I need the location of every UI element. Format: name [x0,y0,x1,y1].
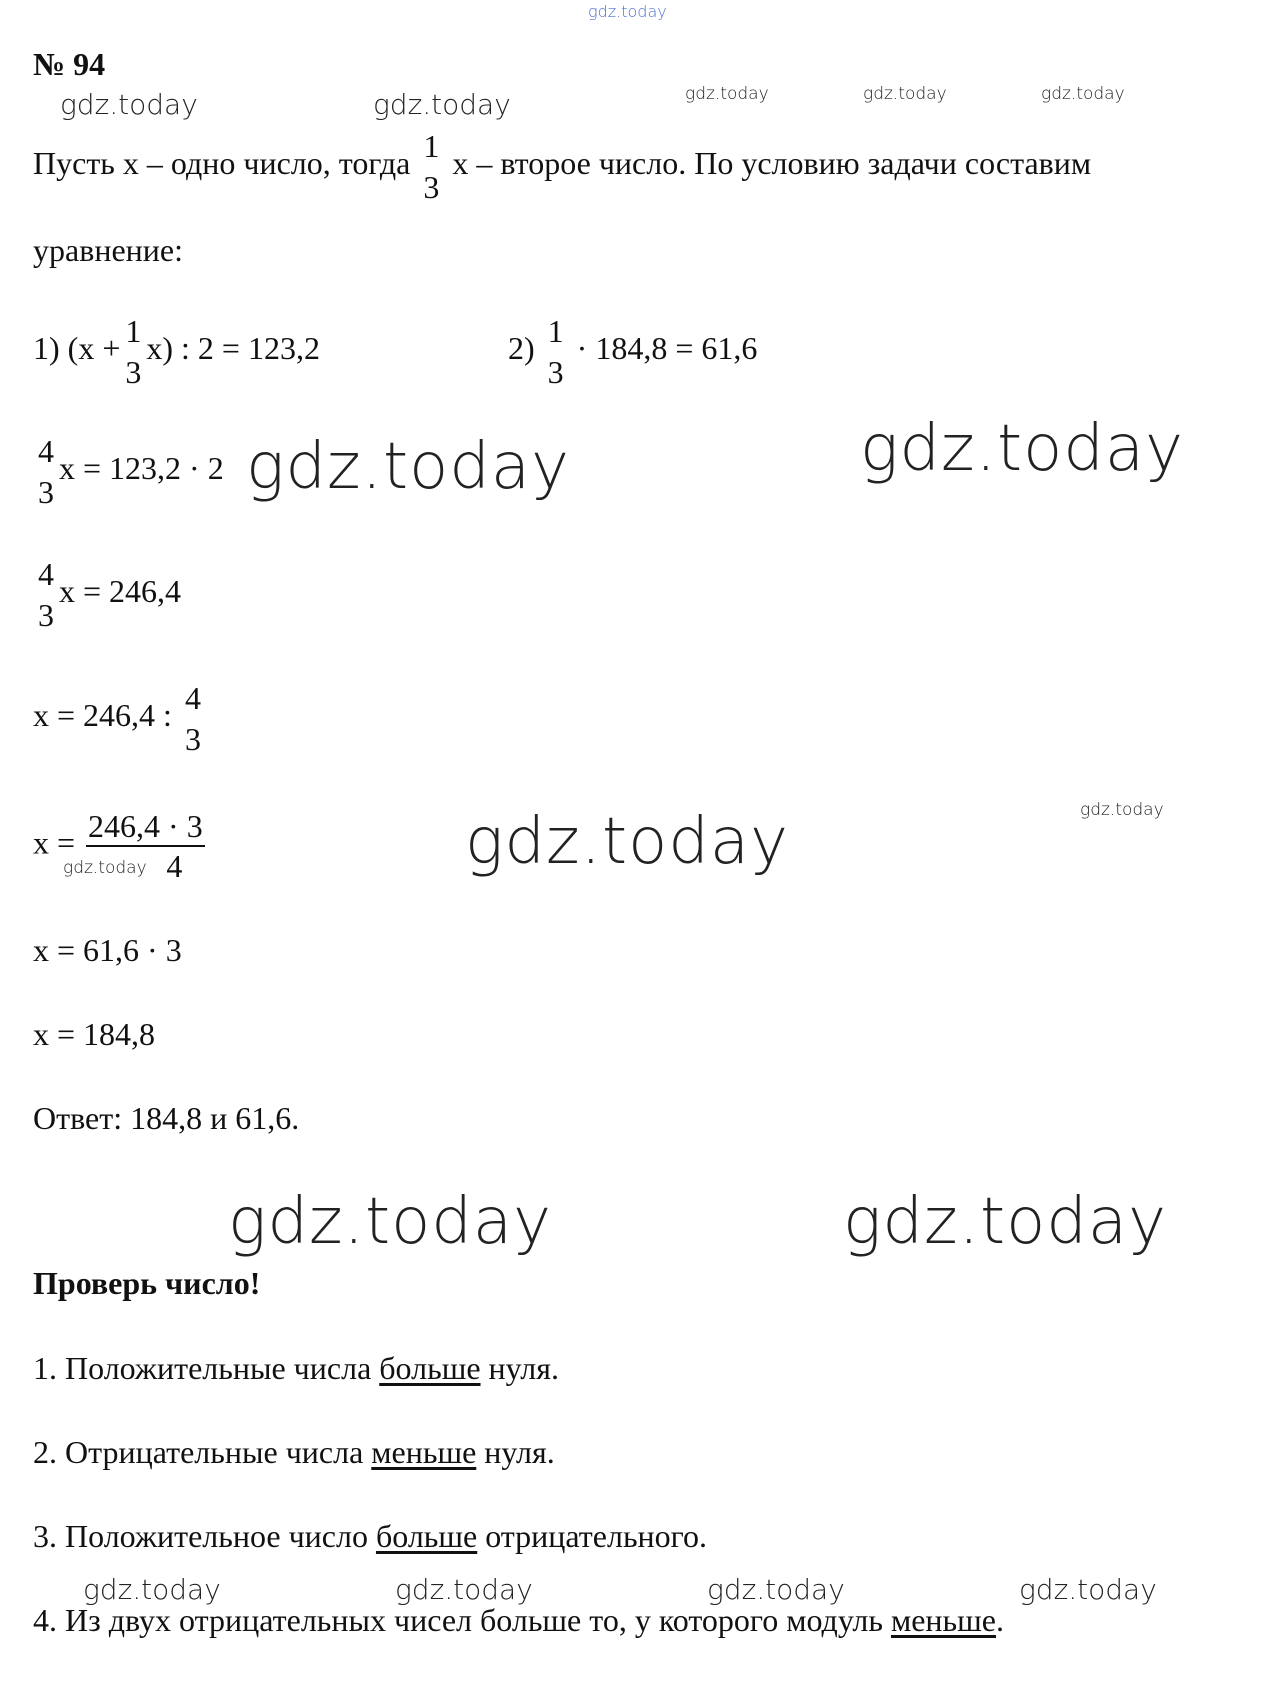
check-item-underlined: меньше [890,1602,996,1638]
equation-4-lhs: x = [33,824,76,861]
watermark-text: gdz.today [588,2,667,21]
watermark-text: gdz.today [465,805,789,879]
fraction [123,315,143,388]
equation-5: x = 61,6 · 3 [33,932,182,968]
check-item-text: нуля. [484,1434,555,1470]
fraction [183,682,203,755]
equation-4 [33,810,208,882]
watermark-text: gdz.today [1041,84,1125,104]
step-2-rest: · 184,8 = 61,6 [576,329,758,366]
step-1-label: 1) (x + [33,329,121,366]
fraction [36,435,56,508]
watermark-text: gdz.today [63,858,147,878]
watermark-text: gdz.today [1019,1573,1157,1606]
fraction-numerator: 4 [38,556,54,592]
watermark-text: gdz.today [60,88,198,121]
fraction-denominator: 4 [86,845,205,882]
step-2-label: 2) [508,329,535,366]
fraction-denominator: 3 [125,354,142,390]
intro-line-2: уравнение: [33,232,183,268]
answer: Ответ: 184,8 и 61,6. [33,1100,300,1136]
fraction [546,315,566,388]
check-item-underlined: больше [379,1350,481,1386]
fraction [36,558,56,631]
fraction-numerator: 1 [125,313,142,349]
watermark-text: gdz.today [843,1185,1167,1259]
check-item-2 [33,1436,555,1468]
fraction-denominator: 3 [38,597,54,633]
watermark-text: gdz.today [228,1185,552,1259]
watermark-text: gdz.today [685,84,769,104]
check-item-text: . [995,1602,1004,1638]
intro-text-2: x – второе число. По условию задачи составим [452,144,1092,181]
problem-number: № 94 [33,46,106,82]
watermark-text: gdz.today [1080,800,1164,820]
fraction-numerator: 4 [184,680,201,716]
step-1 [33,315,320,388]
intro-line-1 [33,130,1091,203]
fraction [421,130,441,203]
watermark-text: gdz.today [707,1573,845,1606]
check-item-underlined: меньше [371,1434,477,1470]
check-item-text: 3. Положительное число [33,1518,368,1554]
check-item-1 [33,1352,559,1384]
fraction-denominator: 3 [547,354,564,390]
fraction-denominator: 3 [184,721,201,757]
check-item-3 [33,1520,707,1552]
equation-2 [33,558,181,631]
watermark-text: gdz.today [860,412,1184,486]
equation-1 [33,435,224,508]
intro-text-1: Пусть x – одно число, тогда [33,144,411,181]
watermark-text: gdz.today [863,84,947,104]
equation-6: x = 184,8 [33,1016,156,1052]
watermark-text: gdz.today [395,1573,533,1606]
check-item-text: 2. Отрицательные числа [33,1434,364,1470]
check-item-text: отрицательного. [485,1518,707,1554]
step-1-rest: x) : 2 = 123,2 [146,329,320,366]
watermark-text: gdz.today [246,430,570,504]
watermark-text: gdz.today [83,1573,221,1606]
fraction-denominator: 3 [423,169,440,205]
check-title: Проверь число! [33,1265,261,1301]
step-2 [508,315,757,388]
fraction-numerator: 246,4 · 3 [88,808,203,844]
equation-2-rest: x = 246,4 [59,572,182,609]
check-item-4 [33,1604,1004,1636]
check-item-text: 4. Из двух отрицательных чисел больше то, у которого модуль [33,1602,883,1638]
fraction-numerator: 4 [38,433,54,469]
check-item-text: 1. Положительные числа [33,1350,372,1386]
equation-1-rest: x = 123,2 · 2 [59,449,224,486]
equation-3-lhs: x = 246,4 : [33,696,172,733]
check-item-text: нуля. [488,1350,559,1386]
fraction-denominator: 3 [38,474,54,510]
fraction [86,810,205,882]
equation-3 [33,682,206,755]
fraction-numerator: 1 [423,128,440,164]
watermark-text: gdz.today [373,88,511,121]
fraction-numerator: 1 [547,313,564,349]
check-item-underlined: больше [375,1518,478,1554]
